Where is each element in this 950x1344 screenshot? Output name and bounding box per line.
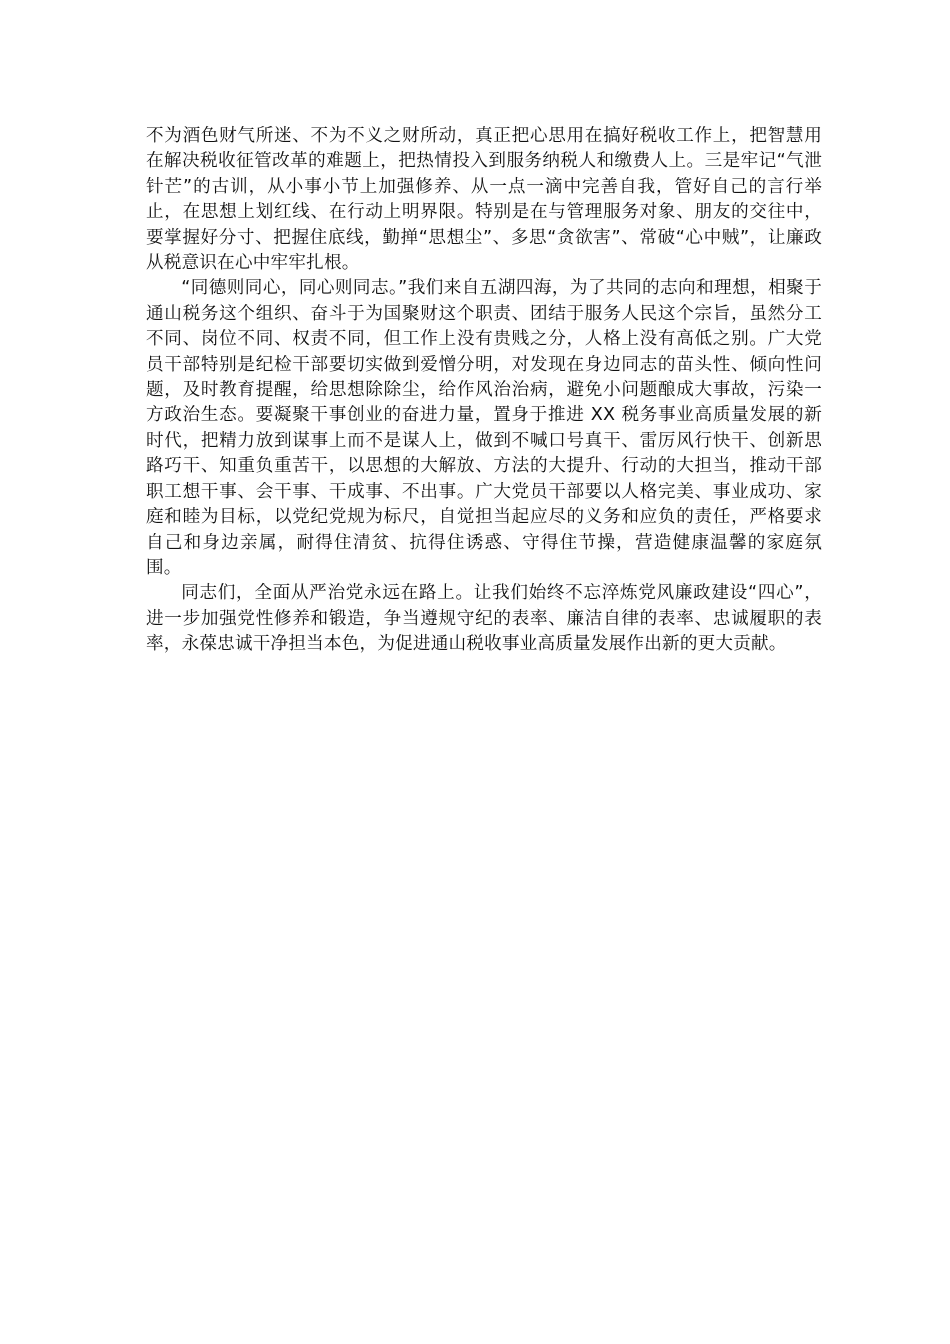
document-body [146,124,822,658]
paragraph-1: 不为酒色财气所迷、不为不义之财所动，真正把心思用在搞好税收工作上，把智慧用在解决税收征管改革的难题上，把热情投入到服务纳税人和缴费人上。三是牢记“气泄针芒”的古训，从小事小节上加强修养、从一点一滴中完善自我，管好自己的言行举止，在思想上划红线、在行动上明界限。特别是在与管理服务对象、朋友的交往中，要掌握好分寸、把握住底线，勤掸“思想尘”、多思“贪欲害”、常破“心中贼”，让廉政从税意识在心中牢牢扎根。 [146,126,822,274]
paragraph-3: 同志们，全面从严治党永远在路上。让我们始终不忘淬炼党风廉政建设“四心”，进一步加强党性修养和锻造，争当遵规守纪的表率、廉洁自律的表率、忠诚履职的表率，永葆忠诚干净担当本色，为促进通山税收事业高质量发展作出新的更大贡献。 [146,583,822,655]
paragraph-2: “同德则同心，同心则同志。”我们来自五湖四海，为了共同的志向和理想，相聚于通山税务这个组织、奋斗于为国聚财这个职责、团结于服务人民这个宗旨，虽然分工不同、岗位不同、权责不同，但工作上没有贵贱之分，人格上没有高低之别。广大党员干部特别是纪检干部要切实做到爱憎分明，对发现在身边同志的苗头性、倾向性问题，及时教育提醒，给思想除除尘，给作风治治病，避免小问题酿成大事故，污染一方政治生态。要凝聚干事创业的奋进力量，置身于推进 XX 税务事业高质量发展的新时代，把精力放到谋事上而不是谋人上，做到不喊口号真干、雷厉风行快干、创新思路巧干、知重负重苦干，以思想的大解放、方法的大提升、行动的大担当，推动干部职工想干事、会干事、干成事、不出事。广大党员干部要以人格完美、事业成功、家庭和睦为目标，以党纪党规为标尺，自觉担当起应尽的义务和应负的责任，严格要求自己和身边亲属，耐得住清贫、抗得住诱惑、守得住节操，营造健康温馨的家庭氛围。 [146,278,822,578]
